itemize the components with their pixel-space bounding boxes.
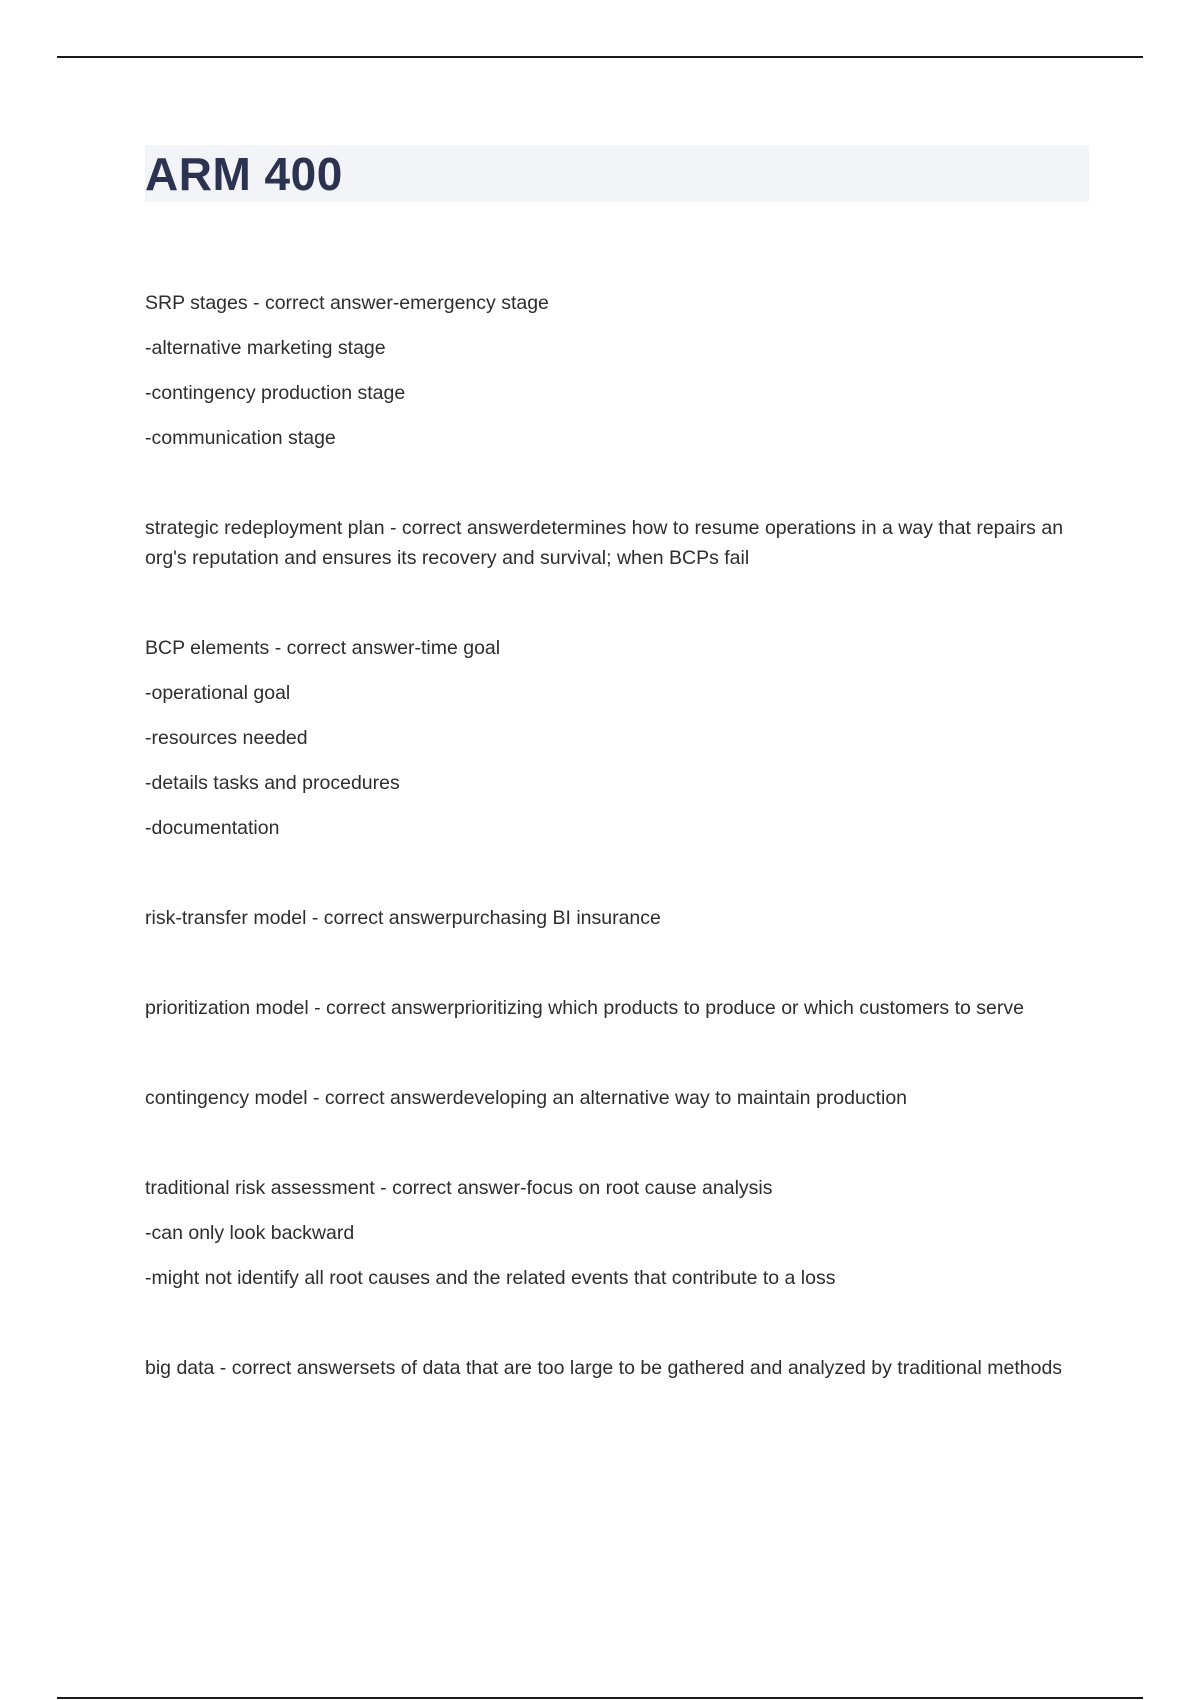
flashcard — [145, 1173, 1095, 1293]
card-text: strategic redeployment plan - correct answerdetermines how to resume operations in a way that repairs an org's reputation and ensures its recovery and survival; when BCPs fail — [145, 517, 1064, 569]
card-line: traditional risk assessment - correct answer-focus on root cause analysis — [145, 1177, 773, 1199]
flashcard — [145, 1353, 1095, 1383]
flashcard — [145, 903, 1095, 933]
card-line: -resources needed — [145, 727, 308, 749]
card-line: -might not identify all root causes and the related events that contribute to a loss — [145, 1267, 836, 1289]
card-line: -details tasks and procedures — [145, 772, 400, 794]
card-line: -operational goal — [145, 682, 291, 704]
page-title: ARM 400 — [145, 148, 343, 200]
card-line: -communication stage — [145, 427, 336, 449]
card-line: -contingency production stage — [145, 382, 406, 404]
card-line: -documentation — [145, 817, 280, 839]
card-line: contingency model - correct answerdeveloping an alternative way to maintain production — [145, 1087, 908, 1109]
flashcard — [145, 513, 1095, 573]
flashcard — [145, 1083, 1095, 1113]
bottom-rule — [57, 1697, 1143, 1699]
card-line: BCP elements - correct answer-time goal — [145, 637, 501, 659]
flashcard — [145, 993, 1095, 1023]
flashcard — [145, 288, 1095, 453]
card-line: -can only look backward — [145, 1222, 355, 1244]
card-line: -alternative marketing stage — [145, 337, 386, 359]
card-line: prioritization model - correct answerprioritizing which products to produce or which customers to serve — [145, 997, 1024, 1019]
card-line: risk-transfer model - correct answerpurchasing BI insurance — [145, 907, 661, 929]
card-line: SRP stages - correct answer-emergency stage — [145, 292, 549, 314]
card-text: big data - correct answersets of data that are too large to be gathered and analyzed by traditional methods — [145, 1357, 1063, 1379]
top-rule — [57, 56, 1143, 58]
flashcard-list — [145, 288, 1095, 1443]
flashcard — [145, 633, 1095, 843]
